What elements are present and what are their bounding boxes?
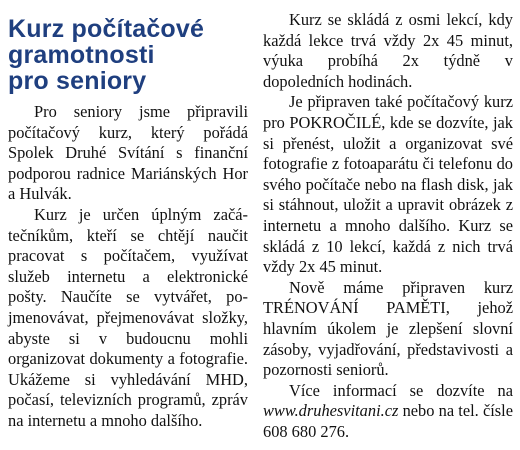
paragraph-memory-training: Nově máme připraven kurz TRÉNOVÁNÍ PAMĚTI, jehož hlavním úkolem je zlepšení slovní zásoby, vyjadřování, představivosti a pozornosti seniorů. [263, 277, 513, 380]
paragraph-contact [263, 381, 513, 443]
contact-text: Více informací se dozvíte na [289, 380, 513, 400]
paragraph-advanced-course: Je připraven také počítačový kurz pro POKROČILÉ, kde se dozvíte, jak si přenést, uložit a organizovat své fotografie z fotoaparátu či telefonu do svého počítače nebo na flash disk, jak si stáhnout, uložit a upravit obrázek z internetu a mnoho dalšího. Kurz se skládá z 10 lekcí, každá z nich trvá vždy 2x 45 minut. [263, 92, 513, 277]
left-column [8, 0, 248, 432]
headline-line-1: Kurz počítačové [8, 15, 205, 43]
right-column [263, 0, 513, 442]
headline-line-3: pro seniory [8, 67, 147, 95]
paragraph-intro: Pro seniory jsme připravili počítačový kurz, který pořádá Spolek Druhé Svítání s finanční podporou radnice Mariánských Hor a Hulvák. [8, 102, 248, 204]
headline-line-2: gramotnosti [8, 41, 155, 69]
paragraph-lessons: Kurz se skládá z osmi lekcí, kdy každá lekce trvá vždy 2x 45 minut, výuka probíhá 2x týdně v dopoledních hodinách. [263, 10, 513, 91]
article-headline [8, 16, 248, 94]
contact-phone: nebo na tel. čísle 608 680 276. [263, 401, 513, 441]
website-link[interactable]: www.druhesvitani.cz [263, 401, 399, 421]
paragraph-beginners-course: Kurz je určen úplným začátečníkům, kteří se chtějí naučit pracovat s počítačem, využívat služeb internetu a elektronické pošty. Naučíte se vytvářet, pojmenovávat, přejmenovávat složky, abyste si v budoucnu mohli organizovat dokumenty a fotografie. Ukážeme si vyhledávání MHD, počasí, televizních programů, zpráv na internetu a mnoho dalšího. [8, 204, 248, 430]
